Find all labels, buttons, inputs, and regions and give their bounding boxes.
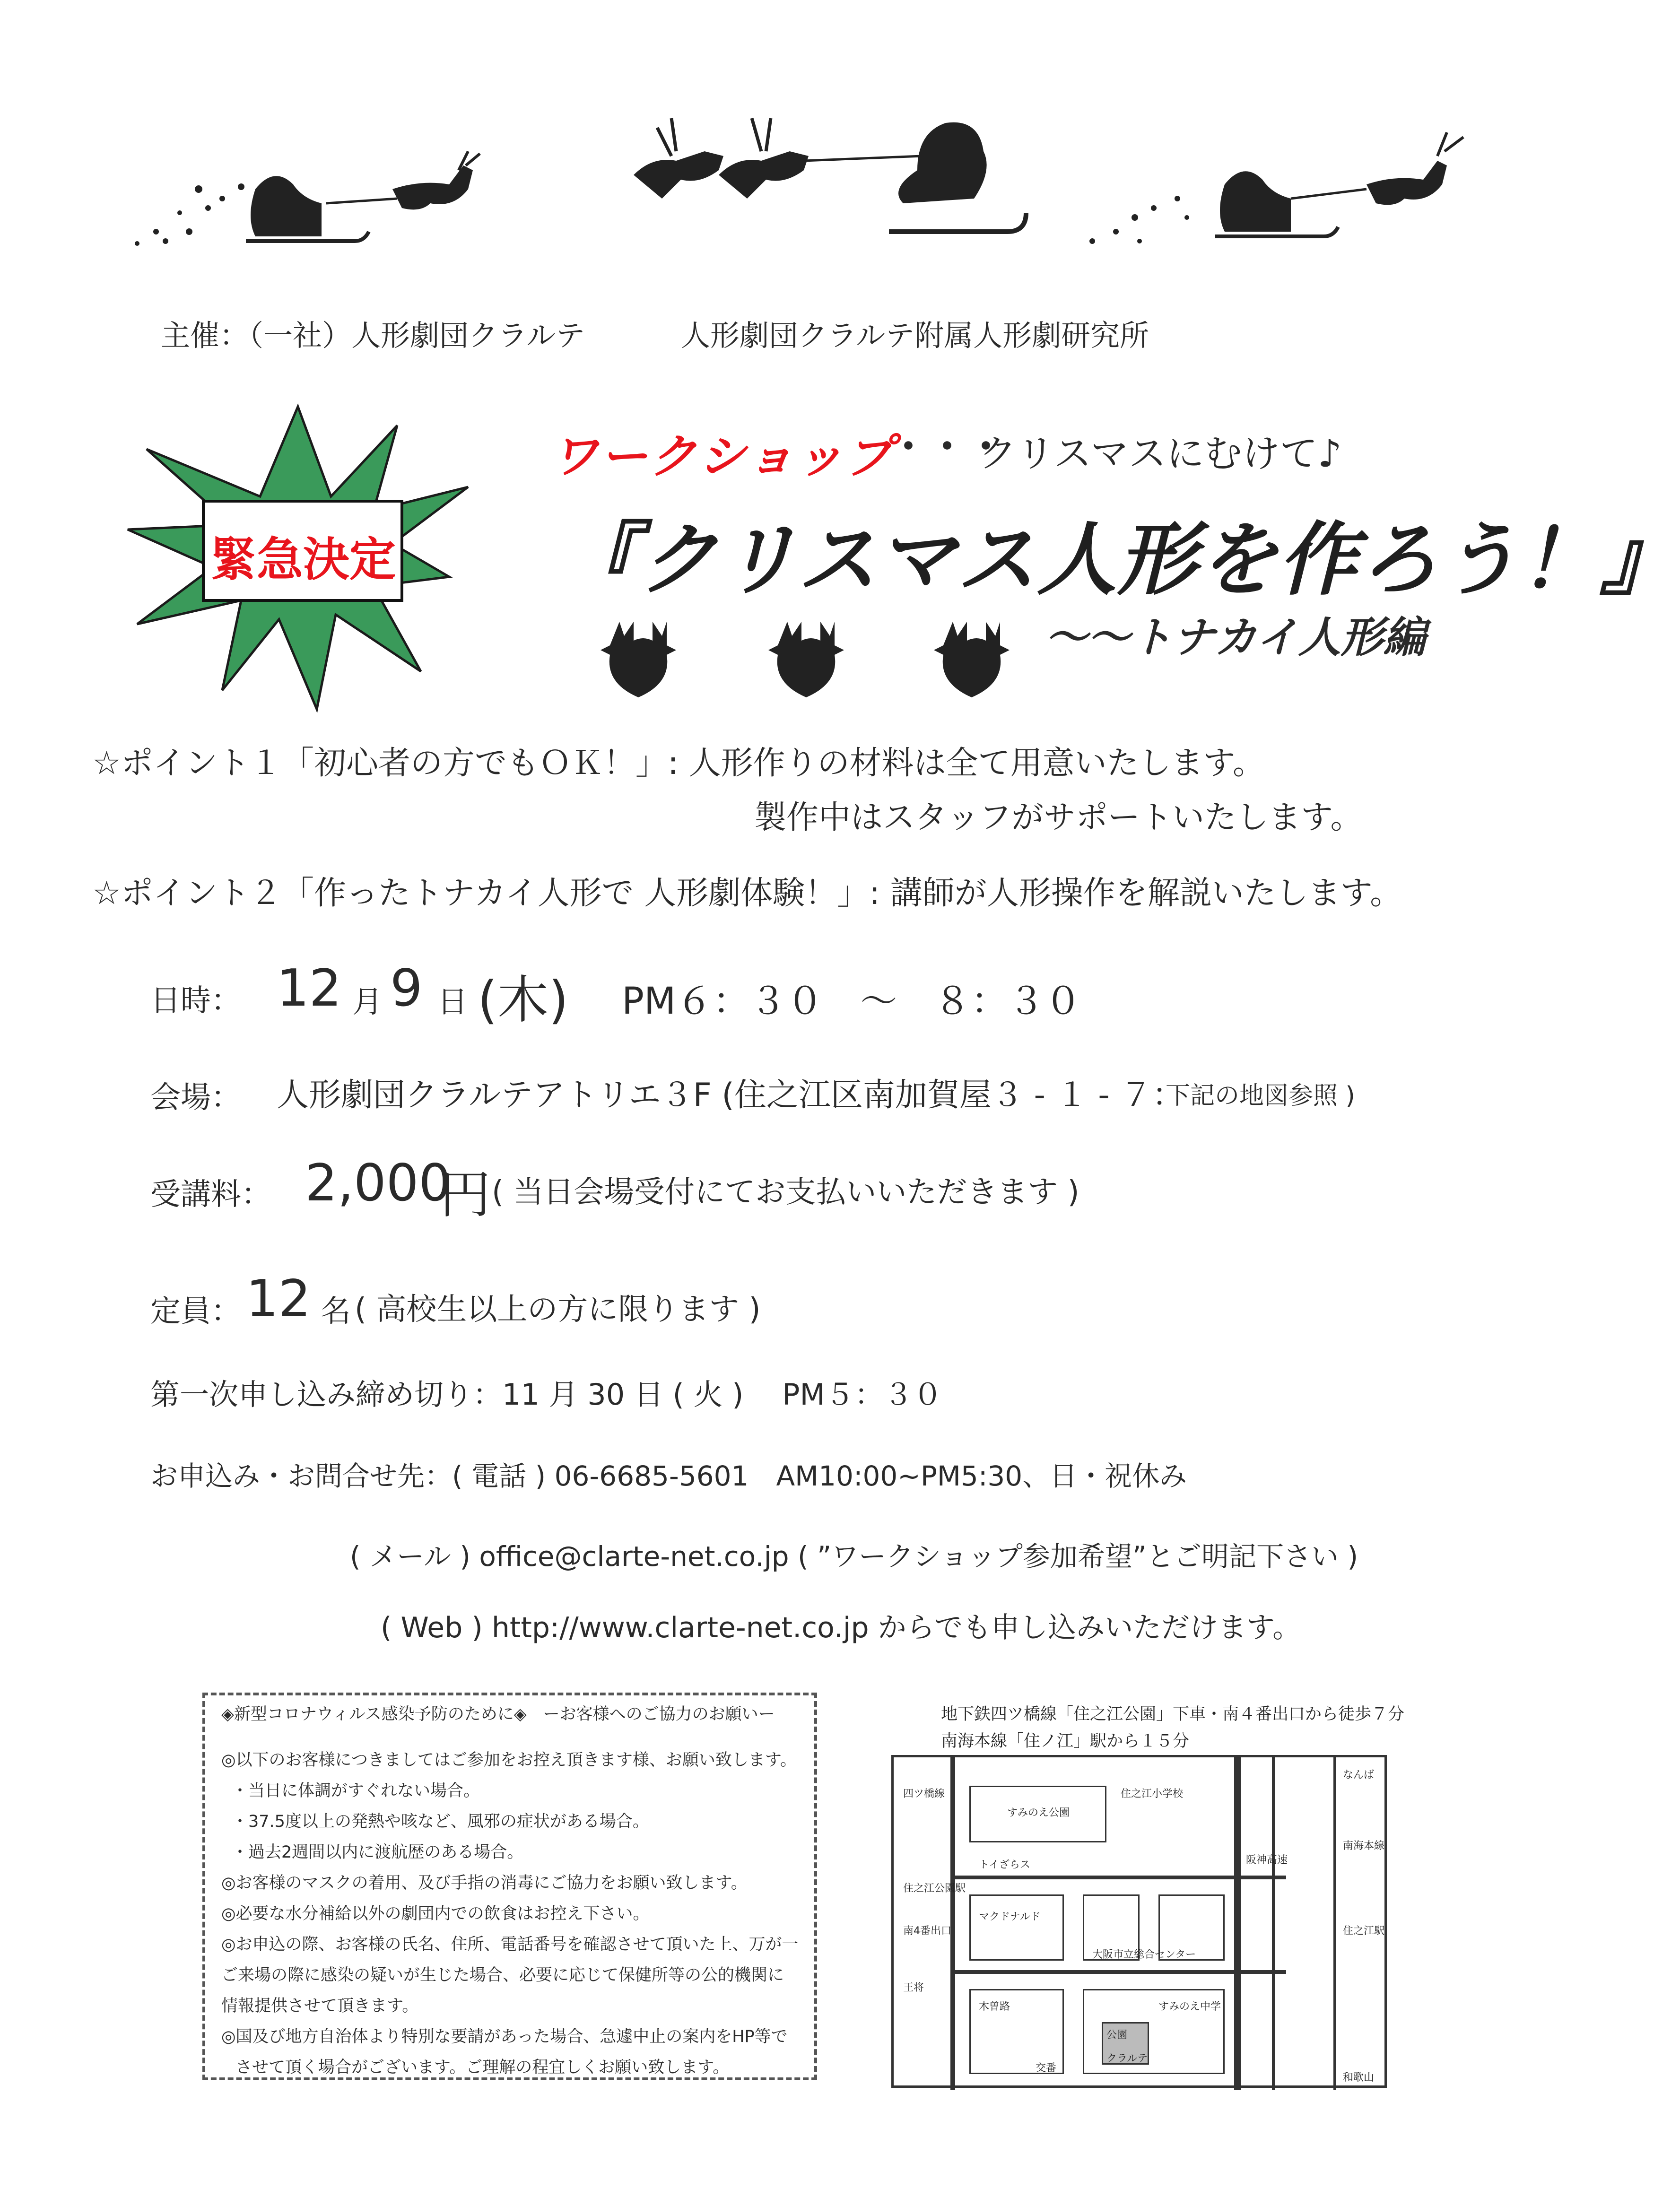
map-label: 住之江小学校	[1121, 1788, 1184, 1800]
map-caption-nankai: 南海本線「住ノ江」駅から１５分	[941, 1732, 1190, 1751]
map-label: なんば	[1343, 1769, 1375, 1781]
access-map	[891, 1755, 1387, 2088]
notice-line: ・当日に体調がすぐれない場合。	[232, 1781, 480, 1800]
venue-map-note: 下記の地図参照 )	[1166, 1082, 1355, 1110]
map-label: 交番	[1036, 2062, 1057, 2074]
fee-amount: 2,000	[305, 1154, 452, 1213]
venue-label: 会場：	[150, 1080, 241, 1115]
venue-text: 人形劇団クラルテアトリエ３F (住之江区南加賀屋３ - １ - ７：	[277, 1077, 1184, 1114]
map-caption-subway: 地下鉄四ツ橋線「住之江公園」下車・南４番出口から徒歩７分	[941, 1705, 1405, 1724]
map-label: 木曽路	[979, 2001, 1010, 2013]
map-label: 南海本線	[1343, 1840, 1385, 1852]
notice-line: ・過去2週間以内に渡航歴のある場合。	[232, 1843, 524, 1862]
institute-text: 人形劇団クラルテ附属人形劇研究所	[681, 318, 1149, 353]
date-day: 9	[390, 959, 423, 1018]
map-label: 王将	[903, 1982, 924, 1994]
notice-line: ◎以下のお客様につきましてはご参加をお控え頂きます様、お願い致します。	[221, 1751, 797, 1770]
deadline-text: 第一次申し込み締め切り：11 月 30 日 ( 火 ) PM５：３０	[150, 1377, 942, 1412]
map-label: マクドナルド	[979, 1911, 1041, 1923]
map-label: 和歌山	[1343, 2072, 1375, 2084]
notice-line: ・37.5度以上の発熱や咳など、風邪の症状がある場合。	[232, 1812, 649, 1831]
fee-note: ( 当日会場受付にてお支払いいただきます )	[492, 1175, 1079, 1210]
date-weekday: (木)	[478, 971, 569, 1030]
workshop-tagline: クリスマスにむけて♪	[979, 432, 1342, 476]
map-label: 住之江公園駅	[903, 1883, 966, 1894]
notice-line: 情報提供させて頂きます。	[221, 1997, 419, 2015]
notice-line: ご来場の際に感染の疑いが生じた場合、必要に応じて保健所等の公的機関に	[221, 1966, 784, 1985]
notice-line: ◎お申込の際、お客様の氏名、住所、電話番号を確認させて頂いた上、万が一	[221, 1935, 799, 1954]
map-label: トイざらス	[979, 1859, 1030, 1871]
point-1-line-1: ☆ポイント１「初心者の方でもＯＫ！」: 人形作りの材料は全て用意いたします。	[92, 745, 1265, 782]
sleigh-right-illustration	[1083, 123, 1489, 255]
sleigh-center-illustration	[624, 99, 1040, 255]
date-label: 日時：	[150, 983, 241, 1018]
date-time: PM６：３０ ～ ８：３０	[622, 980, 1082, 1023]
capacity-number: 12	[246, 1269, 311, 1329]
map-label: 南4番出口	[903, 1925, 951, 1937]
map-railway	[1333, 1757, 1336, 2090]
workshop-title: 『クリスマス人形を作ろう！』	[558, 513, 1680, 606]
contact-phone: お申込み・お問合せ先：( 電話 ) 06-6685-5601 AM10:00~PM5:30、日・祝休み	[150, 1460, 1187, 1492]
date-month-unit: 月	[352, 985, 383, 1020]
notice-line: ◎必要な水分補給以外の劇団内での飲食はお控え下さい。	[221, 1904, 650, 1923]
map-label: 住之江駅	[1343, 1925, 1385, 1937]
map-highway	[1234, 1757, 1241, 2090]
date-day-unit: 日	[437, 985, 468, 1020]
capacity-label: 定員：	[150, 1294, 241, 1329]
capacity-note: ( 高校生以上の方に限ります )	[355, 1292, 761, 1327]
notice-line: ◎お客様のマスクの着用、及び手指の消毒にご協力をお願い致します。	[221, 1874, 748, 1893]
workshop-subtitle: 〜〜トナカイ人形編	[1045, 613, 1426, 662]
map-label: すみのえ公園	[1007, 1807, 1070, 1819]
notice-line: ◎国及び地方自治体より特別な要請があった場合、急遽中止の案内をHP等で	[221, 2027, 788, 2046]
map-clarte-label: クラルテ	[1106, 2053, 1148, 2065]
map-highway	[1272, 1757, 1275, 2090]
point-1-line-2: 製作中はスタッフがサポートいたします。	[754, 799, 1363, 836]
reindeer-head-icon	[768, 617, 853, 697]
map-block	[969, 1894, 1064, 1961]
reindeer-head-icon	[601, 617, 686, 697]
date-month: 12	[277, 959, 342, 1018]
fee-unit: 円	[440, 1165, 491, 1225]
notice-line: させて頂く場合がございます。ご理解の程宜しくお願い致します。	[235, 2058, 730, 2077]
reindeer-head-icon	[934, 617, 1019, 697]
map-label: すみのえ中学	[1158, 2001, 1221, 2013]
urgent-badge-label: 緊急決定	[210, 533, 396, 587]
workshop-label: ワークショップ	[551, 429, 894, 484]
sleigh-left-illustration	[128, 161, 506, 265]
contact-mail: ( メール ) office@clarte-net.co.jp ( ”ワークショップ参加希望”とご明記下さい )	[350, 1540, 1358, 1572]
map-label: 四ツ橋線	[903, 1788, 945, 1800]
workshop-dots: ・・・	[889, 425, 1006, 469]
organizer-text: 主催：（一社）人形劇団クラルテ	[161, 318, 585, 353]
map-label: 大阪市立総合センター	[1092, 1949, 1196, 1961]
contact-web: ( Web ) http://www.clarte-net.co.jp からでも申し込みいただけます。	[381, 1611, 1301, 1644]
map-label: 阪神高速	[1246, 1854, 1288, 1866]
notice-title: ◈新型コロナウィルス感染予防のために◈ ーお客様へのご協力のお願いー	[221, 1705, 775, 1724]
capacity-unit: 名	[321, 1294, 351, 1329]
point-2: ☆ポイント２「作ったトナカイ人形で 人形劇体験！」: 講師が人形操作を解説いたします。	[92, 875, 1402, 912]
map-label: 公園	[1106, 2029, 1128, 2041]
fee-label: 受講料：	[150, 1177, 271, 1212]
